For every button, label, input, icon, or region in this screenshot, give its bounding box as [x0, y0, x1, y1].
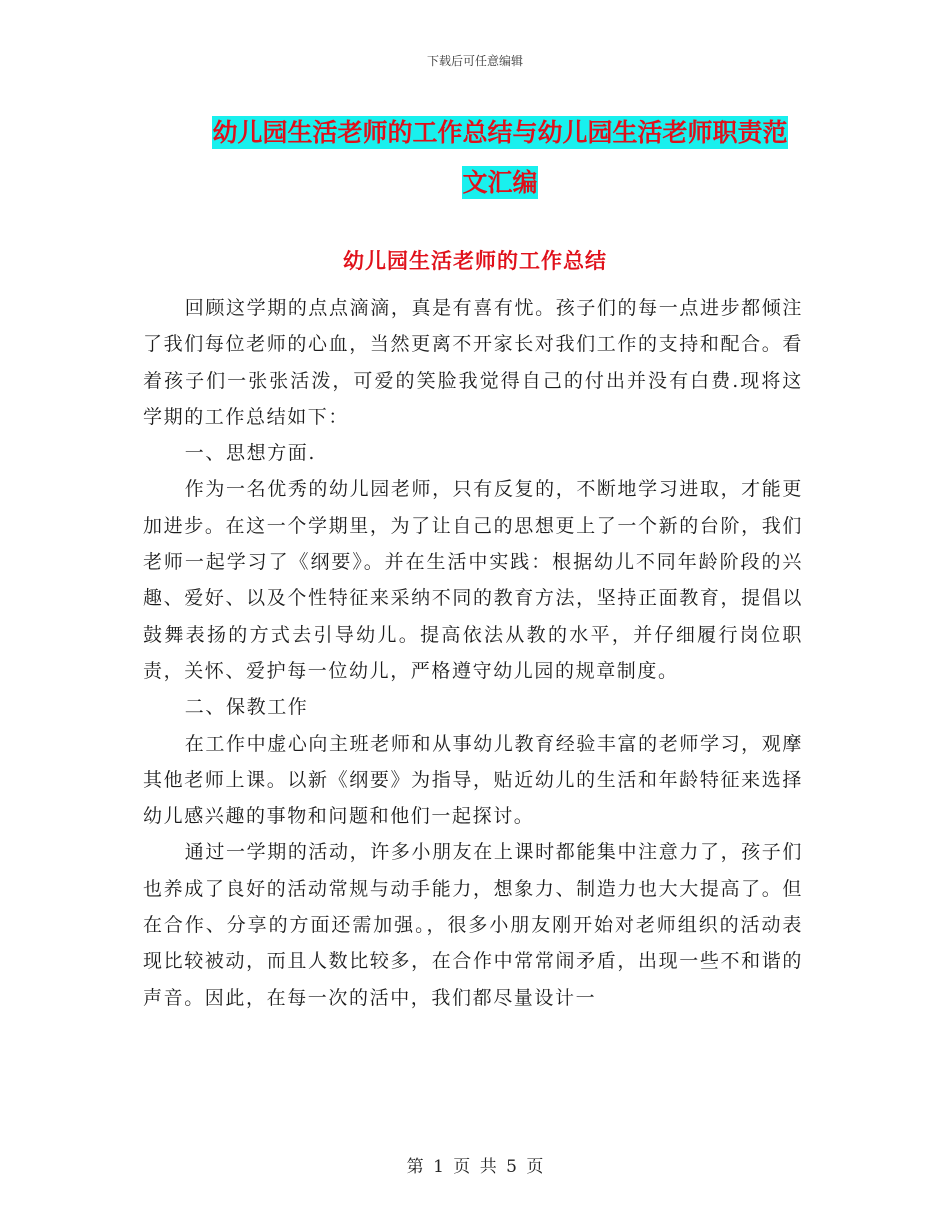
header-note: 下载后可任意编辑 — [426, 54, 523, 68]
paragraph: 一、思想方面. — [184, 442, 317, 465]
paragraph: 通过一学期的活动，许多小朋友在上课时都能集中注意力了，孩子们也养成了良好的活动常规与动手能力，想象力、制造力也大大提高了。但在合作、分享的方面还需加强。，很多小朋友刚开始对老师组织的活动表现比较被动，而且人数比较多，在合作中常常闹矛盾，出现一些不和谐的声音。因此，在每一次的活中，我们都尽量设计一 — [143, 841, 803, 1009]
document-title — [190, 108, 810, 208]
paragraph: 作为一名优秀的幼儿园老师，只有反复的，不断地学习进取，才能更加进步。在这一个学期里，为了让自己的思想更上了一个新的台阶，我们老师一起学习了《纲要》。并在生活中实践：根据幼儿不同年龄阶段的兴趣、爱好、以及个性特征来采纳不同的教育方法，坚持正面教育，提倡以鼓舞表扬的方式去引导幼儿。提高依法从教的水平，并仔细履行岗位职责，关怀、爱护每一位幼儿，严格遵守幼儿园的规章制度。 — [143, 478, 803, 682]
paragraph: 二、保教工作 — [184, 696, 309, 719]
section-title: 幼儿园生活老师的工作总结 — [343, 248, 607, 273]
paragraph: 回顾这学期的点点滴滴，真是有喜有忧。孩子们的每一点进步都倾注了我们每位老师的心血，当然更离不开家长对我们工作的支持和配合。看着孩子们一张张活泼，可爱的笑脸我觉得自己的付出并没有白费.现将这学期的工作总结如下： — [143, 297, 803, 428]
paragraph: 在工作中虚心向主班老师和从事幼儿教育经验丰富的老师学习，观摩其他老师上课。以新《纲要》为指导，贴近幼儿的生活和年龄特征来选择幼儿感兴趣的事物和问题和他们一起探讨。 — [143, 732, 803, 828]
document-title-line2: 文汇编 — [462, 168, 538, 197]
document-title-line1: 幼儿园生活老师的工作总结与幼儿园生活老师职责范 — [212, 118, 788, 147]
page-number: 第 1 页 共 5 页 — [406, 1157, 544, 1177]
body-text — [143, 290, 803, 1016]
